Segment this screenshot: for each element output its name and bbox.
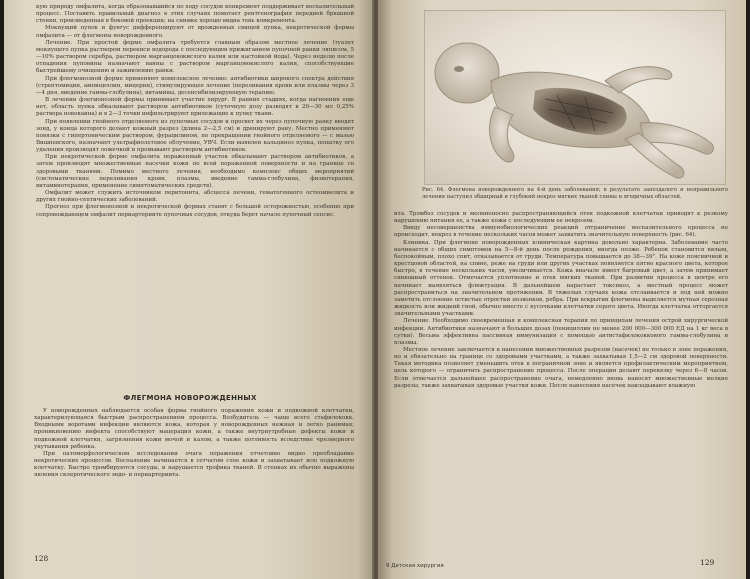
paragraph: Омфалит может служить источником перитонита, абсцесса печени, гематогенного остеомиелита и других гнойно-септических заболеваний.	[36, 190, 354, 204]
paragraph: Ввиду несовершенства иммунобиологических реакций отграничение воспалительного процесса не происходит, некроз в течение нескольких часов может захватить значительную поверхность (рис. 64).	[394, 225, 728, 239]
right-body-text	[394, 211, 728, 390]
paragraph: Клиника. При флегмоне новорожденных клиническая картина довольно характерна. Заболевание часто начинается с общих симптомов на 5—8-й день после рождения, иногда позже. Ребенок становится вялым, беспокойным, плохо спит, отказывается от груди. Температура повышается до 38—39°. На коже поясничной и крестцовой областей, на спине, реже на груди или других участках появляется пятно красного цвета, которое быстро, в течение нескольких часов, увеличивается. Кожа вначале имеет багровый цвет, а затем принимает синюшный оттенок. Отмечается уплотнение и отек мягких тканей. При развитии процесса в центре его начинает выявляться флюктуация. В дальнейшем нарастает токсикоз, а местный процесс может распространиться на значительном протяжении. В тяжелых случаях кожа отслаивается и под ней можно заметить отслоение остистые отростки позвонков, ребра. При вскрытии флегмоны выделяется мутная серозная жидкость или жидкий гной, обычно вместе с кусочками клетчатки серого цвета. Иногда клетчатка отторгается значительными участками.	[394, 239, 728, 318]
paragraph: Лечение. При простой форме омфалита требуется главным образом местное лечение (туалет мокнущего пупка раствором перекиси водорода с последующим прижиганием пупочной ранки ляписом, 5—10% раствором серебра, раствором марганцовокислого калия или настойкой йода). Через неделю после отпадения пуповины назначают ванны с раствором марганцовокислого калия, способствующие быстрейшему очищению и заживлению ранки.	[36, 39, 354, 75]
paragraph: При появлении гнойного отделяемого из пупочных сосудов и просвет их через пупочную ранку вводят зонд, у конца которого делают кожный разрез (длина 2—2,5 см) и дренируют рану. Местно применяют повязки с гипертоническим раствором, фурацилином, по прекращении гнойного отделяемого — с мазью Вишневского, назначают ультрафиолетовое облучение, УВЧ. Если выявлен кальциноз пупка, попытку его удаления производят ложечкой и промывают раствором антибиотиков.	[36, 118, 354, 154]
left-section-text	[34, 408, 354, 480]
paragraph: При некротической форме омфалита пораженный участок обкалывают раствором антибиотиков, а затем производят множественные насечки кожи по всей пораженной поверхности и на границе со здоровыми тканями. Помимо местного лечения, необходимо комплекс общих мероприятий (систематические переливания крови, плазмы, введение гамма-глобулина, физиотерапия, витаминотерапия, применение симптоматических средств).	[36, 154, 354, 189]
figure-caption: Рис. 64. Флегмона новорожденного на 4-й день заболевания; в результате запоздалого и неправильного лечения наступил обширный и глубокий некроз мягких тканей спины и ягодичных областей.	[422, 187, 728, 200]
paragraph: Мокнущий пупок и фунгус дифференцируют от врожденных свищей пупка, некротической формы омфалита — от флегмоны новорожденного.	[36, 25, 354, 39]
paragraph: Лечение. Необходимо своевременная и комплексная терапия по принципам лечения острой хирургической инфекции. Антибиотики назначают в больших дозах (пенициллин не менее 200 000—300 000 ЕД на 1 кг веса в сутки). Весьма эффективна пассивная иммунизация с помощью антистафилококкового гамма-глобулина и плазмы.	[394, 318, 728, 346]
paragraph: В лечении флегмонозной формы принимает участие хирург. В ранних стадиях, когда нагноения еще нет, область пупка обкалывают раствором антибиотиков (суточную дозу разводят в 20—30 мл 0,25% раствора новокаина) и в 2—3 точки инфильтрируют прилежащие к пупку ткани.	[36, 97, 354, 118]
left-body-text	[36, 4, 354, 219]
figure-photo	[424, 10, 726, 185]
infant-illustration	[425, 11, 725, 184]
page-number: 129	[700, 558, 715, 567]
footer-signature: 9 Детская хирургия	[386, 563, 444, 569]
paragraph: У новорожденных наблюдается особая форма гнойного поражения кожи и подкожной клетчатки, характеризующаяся быстрым распространением процесса. Возбудитель — чаще всего стафилококк. Входными воротами инфекции являются кожа, которая у новорожденных нежная и легко ранимая; проникновению инфекта способствуют мацерация кожи, а также внутриутробные дефекты кожи и подкожной клетчатки, загрязнения кожи мочой и калом, а также потливость вследствие чрезмерного укутывания ребенка.	[34, 408, 354, 450]
paragraph: При флегмонозной форме применяют комплексное лечение: антибиотики широкого спектра действия (стрептомицин, ампициллин, мицерин), стимулирующее лечение (переливания крови или плазмы через 3—4 дня, введение гамма-глобулина), витамины, десенсибилизирующую терапию.	[36, 75, 354, 96]
left-page	[4, 0, 376, 579]
paragraph: Прогноз при флегмонозной и некротической формах ставят с большой осторожностью, особенно при сопровождающем омфалит периартериите пупочных сосудов, откуда берет начало пупочный сепсис.	[36, 204, 354, 218]
page-number: 128	[34, 554, 49, 563]
paragraph: кую природу омфалита, когда образовавшийся по ходу сосудов конкремент поддерживает воспалительный процесс. Поставить правильный диагноз в этих случаях помогает рентгенография передней брюшной стенки, произведенная в боковой проекции; на снимке хорошо видна тень конкремента.	[36, 4, 354, 25]
paragraph: ита. Тромбоз сосудов и молниеносно распространяющийся отек подкожной клетчатки приводят к резкому нарушению питания ее, а также кожи с последующим ее некрозом.	[394, 211, 728, 225]
section-heading: ФЛЕГМОНА НОВОРОЖДЕННЫХ	[123, 394, 257, 402]
paragraph: Местное лечение заключается в нанесении множественных разрезов (насечек) не только в зоне поражения, но и обязательно на границе со здоровыми участками, а также захватывая 1,5—2 см здоровой поверхности. Такая методика позволяет уменьшить отек в пограничной зоне и является профилактическим мероприятием, цель которого — ограничить распространение процесса. После операции делают перевязку через 6—8 часов. Если отмечается дальнейшее распространение очага, немедленно вновь наносят множественные мелкие разрезы, также захватывая здоровые участки кожи. После нанесения насечек накладывают влажную	[394, 346, 728, 389]
right-page	[378, 0, 746, 579]
paragraph: При патоморфологическом исследовании очага поражения отчетливо видно преобладание некротических процессов. Воспаление начинается в сетчатом слое кожи и захватывает всю подкожную клетчатку. Быстро тромбируются сосуды, и нарушается трофика тканей. В стенках их обычно выражены явления склеротического эндо- и периартериита.	[34, 450, 354, 479]
